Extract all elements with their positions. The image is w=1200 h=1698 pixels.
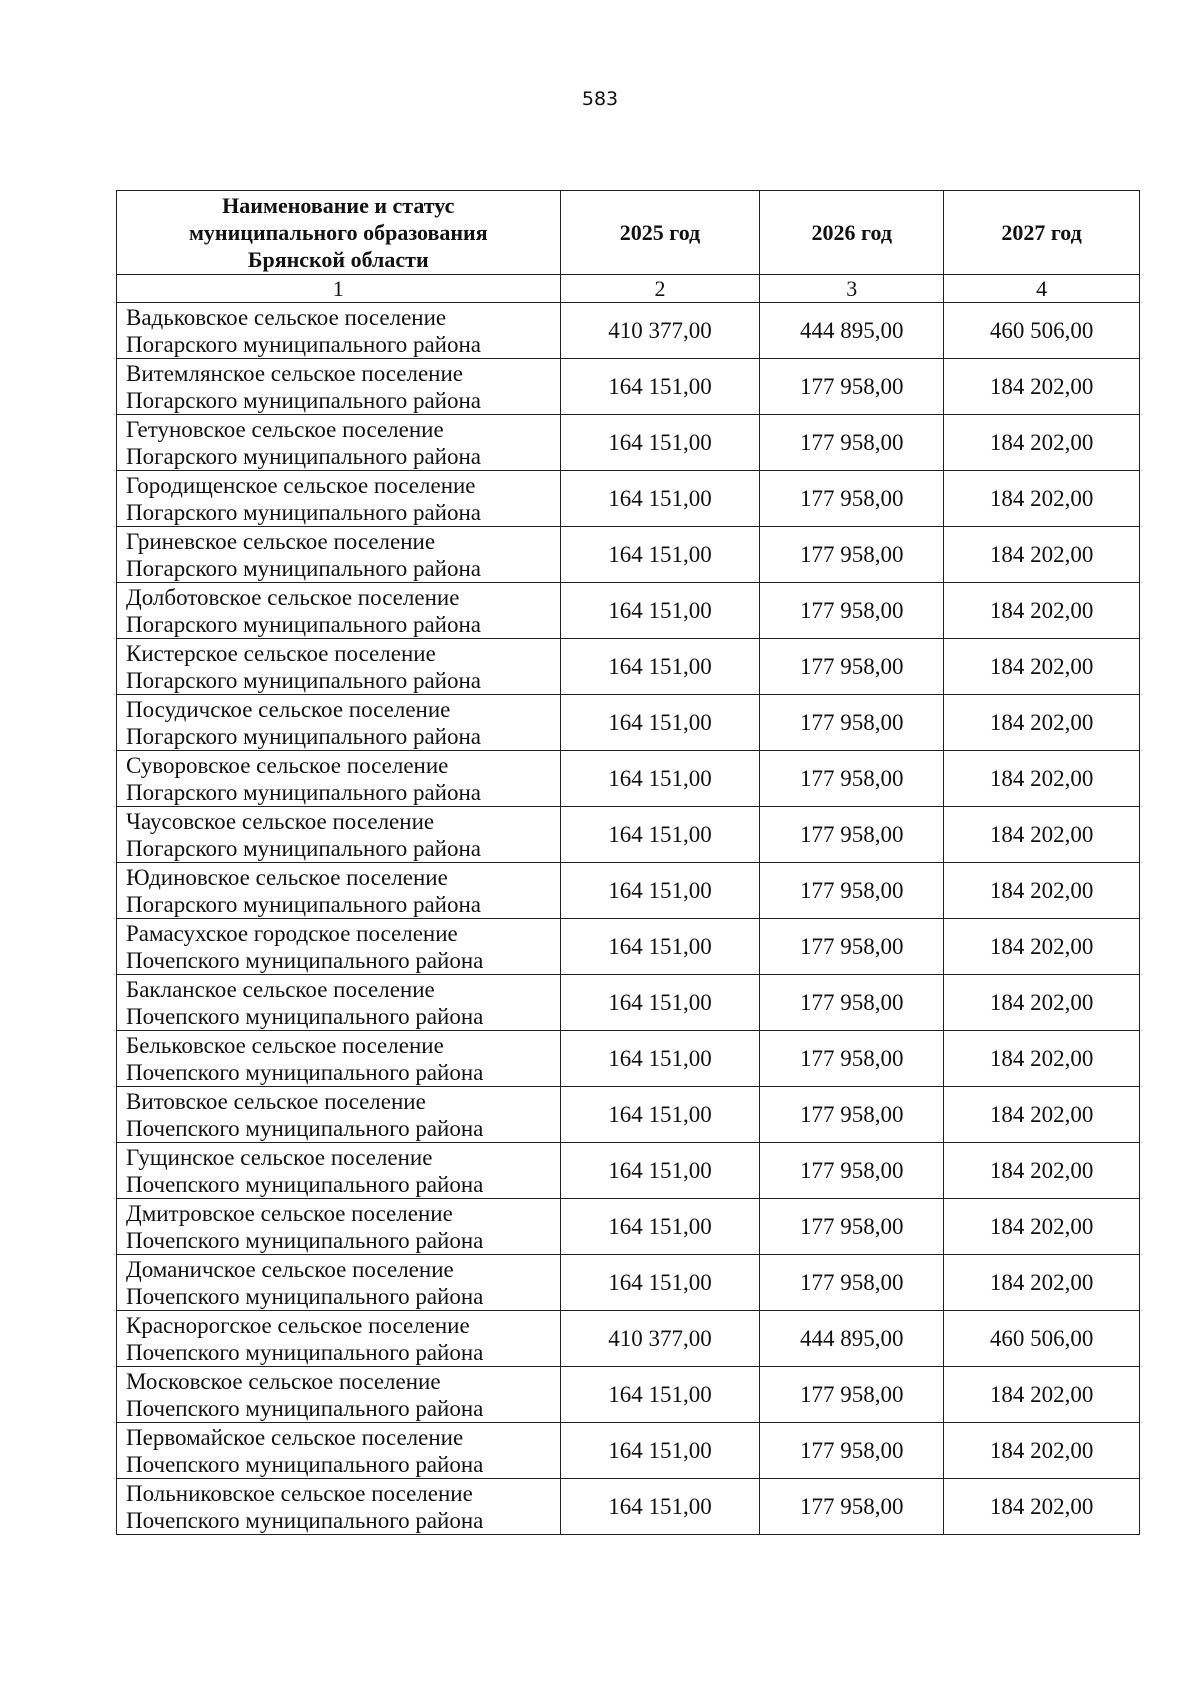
municipality-name-line: Вадьковское сельское поселение [126,304,447,330]
amount-2027-cell: 184 202,00 [944,695,1140,751]
amount-2027-cell: 184 202,00 [944,975,1140,1031]
municipality-name-line: Почепского муниципального района [126,1507,484,1533]
amount-2027-cell: 184 202,00 [944,1479,1140,1535]
amount-2027-cell: 184 202,00 [944,359,1140,415]
amount-2027-cell: 184 202,00 [944,1199,1140,1255]
municipality-name-cell [117,1423,561,1479]
amount-2025-cell: 164 151,00 [560,583,760,639]
municipality-name-line: Погарского муниципального района [126,443,482,469]
amount-2027-cell: 184 202,00 [944,1087,1140,1143]
budget-table [116,190,1140,1535]
municipality-name-cell [117,303,561,359]
municipality-name-line: Кистерское сельское поселение [126,640,436,666]
municipality-name-cell [117,751,561,807]
municipality-name-line: Витемлянское сельское поселение [126,360,463,386]
page-number: 583 [581,88,619,110]
amount-2026-cell: 177 958,00 [760,639,944,695]
municipality-name-line: Почепского муниципального района [126,1059,484,1085]
amount-2025-cell: 164 151,00 [560,1367,760,1423]
amount-2027-cell: 184 202,00 [944,639,1140,695]
municipality-name-cell [117,1199,561,1255]
municipality-name-line: Гриневское сельское поселение [126,528,436,554]
table-row [117,1255,1140,1311]
header-year-2026: 2026 год [760,191,944,275]
municipality-name-line: Погарского муниципального района [126,667,482,693]
header-name-line-3: Брянской области [247,247,429,272]
table-row [117,975,1140,1031]
amount-2027-cell: 184 202,00 [944,1031,1140,1087]
municipality-name-cell [117,471,561,527]
municipality-name-line: Польниковское сельское поселение [126,1480,473,1506]
table-row [117,1311,1140,1367]
municipality-name-line: Погарского муниципального района [126,387,482,413]
table-row [117,807,1140,863]
municipality-name-cell [117,863,561,919]
municipality-name-cell [117,527,561,583]
amount-2026-cell: 177 958,00 [760,527,944,583]
amount-2025-cell: 164 151,00 [560,751,760,807]
amount-2025-cell: 164 151,00 [560,471,760,527]
municipality-name-cell [117,1311,561,1367]
table-body [117,303,1140,1535]
amount-2025-cell: 164 151,00 [560,1479,760,1535]
municipality-name-line: Юдиновское сельское поселение [126,864,448,890]
column-number: 3 [760,275,944,303]
municipality-name-line: Почепского муниципального района [126,1227,484,1253]
municipality-name-line: Погарского муниципального района [126,499,482,525]
table-row [117,751,1140,807]
amount-2025-cell: 164 151,00 [560,919,760,975]
amount-2027-cell: 184 202,00 [944,751,1140,807]
municipality-name-line: Почепского муниципального района [126,1171,484,1197]
amount-2027-cell: 460 506,00 [944,1311,1140,1367]
table-row [117,695,1140,751]
header-name-line-1: Наименование и статус [222,193,455,218]
amount-2025-cell: 164 151,00 [560,1423,760,1479]
amount-2026-cell: 177 958,00 [760,1479,944,1535]
column-number: 2 [560,275,760,303]
municipality-name-cell [117,639,561,695]
table-row [117,1423,1140,1479]
municipality-name-line: Дмитровское сельское поселение [126,1200,453,1226]
amount-2027-cell: 184 202,00 [944,863,1140,919]
table-row [117,583,1140,639]
municipality-name-line: Погарского муниципального района [126,611,482,637]
amount-2027-cell: 184 202,00 [944,807,1140,863]
table-row [117,359,1140,415]
amount-2025-cell: 164 151,00 [560,359,760,415]
table-row [117,415,1140,471]
table-row [117,919,1140,975]
header-name-line-2: муниципального образования [188,220,488,245]
amount-2025-cell: 164 151,00 [560,1255,760,1311]
municipality-name-line: Витовское сельское поселение [126,1088,426,1114]
municipality-name-line: Краснорогское сельское поселение [126,1312,470,1338]
amount-2026-cell: 177 958,00 [760,415,944,471]
amount-2026-cell: 177 958,00 [760,471,944,527]
amount-2026-cell: 177 958,00 [760,1423,944,1479]
amount-2026-cell: 177 958,00 [760,1199,944,1255]
amount-2026-cell: 177 958,00 [760,1367,944,1423]
municipality-name-cell [117,695,561,751]
amount-2027-cell: 460 506,00 [944,303,1140,359]
municipality-name-cell [117,1479,561,1535]
amount-2025-cell: 164 151,00 [560,1087,760,1143]
amount-2027-cell: 184 202,00 [944,471,1140,527]
amount-2027-cell: 184 202,00 [944,1255,1140,1311]
amount-2026-cell: 177 958,00 [760,583,944,639]
municipality-name-cell [117,919,561,975]
municipality-name-line: Бакланское сельское поселение [126,976,435,1002]
municipality-name-line: Почепского муниципального района [126,1003,484,1029]
amount-2026-cell: 177 958,00 [760,863,944,919]
municipality-name-line: Суворовское сельское поселение [126,752,449,778]
municipality-name-cell [117,1031,561,1087]
amount-2025-cell: 164 151,00 [560,863,760,919]
municipality-name-line: Почепского муниципального района [126,1115,484,1141]
column-number: 4 [944,275,1140,303]
table-row [117,471,1140,527]
amount-2026-cell: 177 958,00 [760,1031,944,1087]
municipality-name-cell [117,975,561,1031]
amount-2025-cell: 164 151,00 [560,695,760,751]
municipality-name-line: Гущинское сельское поселение [126,1144,433,1170]
amount-2026-cell: 444 895,00 [760,303,944,359]
municipality-name-line: Погарского муниципального района [126,779,482,805]
amount-2026-cell: 177 958,00 [760,751,944,807]
amount-2027-cell: 184 202,00 [944,1143,1140,1199]
table-row [117,1199,1140,1255]
municipality-name-line: Чаусовское сельское поселение [126,808,435,834]
amount-2025-cell: 164 151,00 [560,1199,760,1255]
municipality-name-line: Погарского муниципального района [126,723,482,749]
municipality-name-line: Доманичское сельское поселение [126,1256,454,1282]
amount-2026-cell: 177 958,00 [760,695,944,751]
table-row [117,1367,1140,1423]
table-row [117,1087,1140,1143]
municipality-name-line: Почепского муниципального района [126,1395,484,1421]
amount-2027-cell: 184 202,00 [944,415,1140,471]
table-row [117,639,1140,695]
amount-2026-cell: 177 958,00 [760,975,944,1031]
amount-2026-cell: 177 958,00 [760,359,944,415]
municipality-name-cell [117,583,561,639]
header-row [117,191,1140,275]
municipality-name-line: Рамасухское городское поселение [126,920,458,946]
municipality-name-cell [117,1255,561,1311]
municipality-name-line: Погарского муниципального района [126,331,482,357]
municipality-name-line: Московское сельское поселение [126,1368,441,1394]
amount-2026-cell: 177 958,00 [760,919,944,975]
table-header [117,191,1140,303]
amount-2025-cell: 164 151,00 [560,527,760,583]
column-number: 1 [117,275,561,303]
amount-2025-cell: 164 151,00 [560,639,760,695]
municipality-name-line: Почепского муниципального района [126,1283,484,1309]
column-numbering-row [117,275,1140,303]
amount-2027-cell: 184 202,00 [944,1423,1140,1479]
header-year-2027: 2027 год [944,191,1140,275]
municipality-name-cell [117,807,561,863]
table-row [117,863,1140,919]
amount-2027-cell: 184 202,00 [944,583,1140,639]
municipality-name-line: Посудичское сельское поселение [126,696,451,722]
amount-2027-cell: 184 202,00 [944,919,1140,975]
amount-2025-cell: 164 151,00 [560,415,760,471]
municipality-name-line: Почепского муниципального района [126,1339,484,1365]
amount-2025-cell: 410 377,00 [560,1311,760,1367]
municipality-name-line: Первомайское сельское поселение [126,1424,464,1450]
table-row [117,527,1140,583]
municipality-name-cell [117,415,561,471]
municipality-name-line: Долботовское сельское поселение [126,584,460,610]
amount-2025-cell: 164 151,00 [560,1031,760,1087]
municipality-name-line: Погарского муниципального района [126,555,482,581]
municipality-name-cell [117,1143,561,1199]
table-row [117,1143,1140,1199]
municipality-name-line: Городищенское сельское поселение [126,472,476,498]
amount-2026-cell: 444 895,00 [760,1311,944,1367]
municipality-name-cell [117,359,561,415]
amount-2026-cell: 177 958,00 [760,1255,944,1311]
amount-2025-cell: 410 377,00 [560,303,760,359]
table-row [117,303,1140,359]
municipality-name-cell [117,1367,561,1423]
amount-2025-cell: 164 151,00 [560,1143,760,1199]
municipality-name-line: Бельковское сельское поселение [126,1032,444,1058]
municipality-name-line: Почепского муниципального района [126,1451,484,1477]
table-row [117,1479,1140,1535]
municipality-name-line: Погарского муниципального района [126,891,482,917]
amount-2027-cell: 184 202,00 [944,527,1140,583]
municipality-name-line: Погарского муниципального района [126,835,482,861]
header-municipality-name [117,191,561,275]
municipality-name-line: Почепского муниципального района [126,947,484,973]
amount-2026-cell: 177 958,00 [760,807,944,863]
amount-2026-cell: 177 958,00 [760,1143,944,1199]
municipality-name-line: Гетуновское сельское поселение [126,416,444,442]
header-year-2025: 2025 год [560,191,760,275]
amount-2025-cell: 164 151,00 [560,975,760,1031]
table-row [117,1031,1140,1087]
municipality-name-cell [117,1087,561,1143]
amount-2027-cell: 184 202,00 [944,1367,1140,1423]
amount-2026-cell: 177 958,00 [760,1087,944,1143]
amount-2025-cell: 164 151,00 [560,807,760,863]
